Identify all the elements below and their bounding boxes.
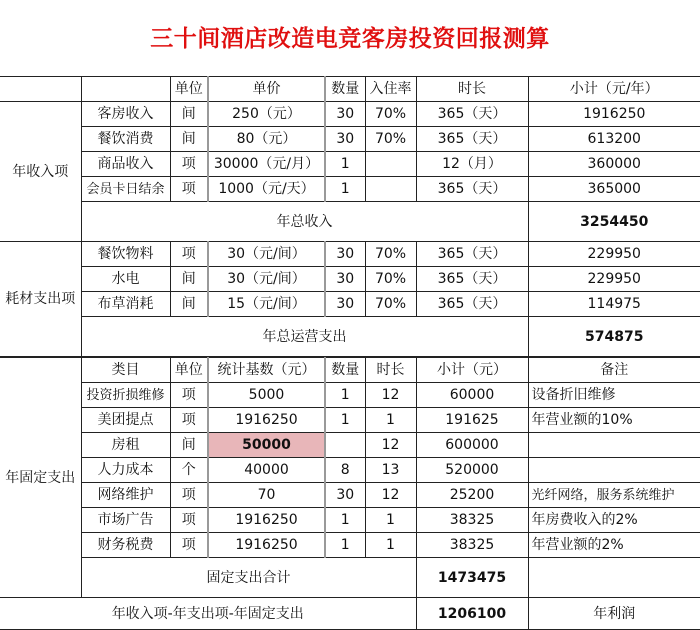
header-occupancy: 入住率 bbox=[365, 77, 416, 102]
table-row bbox=[0, 152, 700, 177]
item-name: 商品收入 bbox=[81, 152, 170, 177]
item-unit: 间 bbox=[170, 127, 208, 152]
item-occupancy bbox=[365, 152, 416, 177]
item-unit: 项 bbox=[170, 408, 208, 433]
item-duration: 1 bbox=[365, 408, 416, 433]
table-row bbox=[0, 508, 700, 533]
header-note: 备注 bbox=[528, 358, 700, 383]
item-qty: 1 bbox=[325, 152, 365, 177]
header-base: 统计基数（元） bbox=[208, 358, 325, 383]
table-row bbox=[0, 127, 700, 152]
item-base: 1916250 bbox=[208, 508, 325, 533]
income-header-row bbox=[0, 77, 700, 102]
header-subtotal: 小计（元/年） bbox=[528, 77, 700, 102]
item-name: 客房收入 bbox=[81, 102, 170, 127]
item-price: 30（元/间） bbox=[208, 242, 325, 267]
item-duration: 365（天） bbox=[416, 177, 528, 202]
item-qty: 30 bbox=[325, 102, 365, 127]
consumables-total-row bbox=[0, 317, 700, 357]
item-qty: 1 bbox=[325, 508, 365, 533]
item-duration: 365（天） bbox=[416, 292, 528, 317]
consumables-total-value: 574875 bbox=[528, 317, 700, 357]
item-unit: 项 bbox=[170, 152, 208, 177]
fixed-total-label: 固定支出合计 bbox=[81, 558, 416, 598]
item-note: 年营业额的2% bbox=[528, 533, 700, 558]
item-duration: 12 bbox=[365, 383, 416, 408]
item-qty: 30 bbox=[325, 483, 365, 508]
table-row bbox=[0, 483, 700, 508]
item-qty: 1 bbox=[325, 383, 365, 408]
item-qty: 30 bbox=[325, 242, 365, 267]
item-duration: 365（天） bbox=[416, 242, 528, 267]
table-row bbox=[0, 177, 700, 202]
profit-value: 1206100 bbox=[416, 598, 528, 630]
table-row bbox=[0, 408, 700, 433]
fixed-total-note bbox=[528, 558, 700, 598]
item-note: 年营业额的10% bbox=[528, 408, 700, 433]
item-base: 40000 bbox=[208, 458, 325, 483]
item-qty: 1 bbox=[325, 177, 365, 202]
item-name: 餐饮物料 bbox=[81, 242, 170, 267]
item-note bbox=[528, 458, 700, 483]
item-base: 70 bbox=[208, 483, 325, 508]
item-name: 水电 bbox=[81, 267, 170, 292]
item-name: 餐饮消费 bbox=[81, 127, 170, 152]
table-row bbox=[0, 533, 700, 558]
header-duration: 时长 bbox=[416, 77, 528, 102]
item-occupancy bbox=[365, 177, 416, 202]
income-total-label: 年总收入 bbox=[81, 202, 528, 242]
consumables-total-label: 年总运营支出 bbox=[81, 317, 528, 357]
item-name: 投资折损维修 bbox=[81, 383, 170, 408]
item-qty: 30 bbox=[325, 292, 365, 317]
item-duration: 1 bbox=[365, 533, 416, 558]
table-row bbox=[0, 267, 700, 292]
item-unit: 间 bbox=[170, 102, 208, 127]
profit-formula: 年收入项-年支出项-年固定支出 bbox=[0, 598, 416, 630]
header-qty: 数量 bbox=[325, 358, 365, 383]
item-name: 人力成本 bbox=[81, 458, 170, 483]
item-price: 30（元/间） bbox=[208, 267, 325, 292]
header-unit: 单位 bbox=[170, 358, 208, 383]
table-row bbox=[0, 102, 700, 127]
item-qty: 1 bbox=[325, 533, 365, 558]
consumables-section-label: 耗材支出项 bbox=[0, 242, 81, 357]
item-qty: 1 bbox=[325, 408, 365, 433]
item-subtotal: 60000 bbox=[416, 383, 528, 408]
item-name: 房租 bbox=[81, 433, 170, 458]
item-subtotal: 114975 bbox=[528, 292, 700, 317]
header-price: 单价 bbox=[208, 77, 325, 102]
item-subtotal: 613200 bbox=[528, 127, 700, 152]
item-name: 美团提点 bbox=[81, 408, 170, 433]
item-duration: 13 bbox=[365, 458, 416, 483]
income-total-row bbox=[0, 202, 700, 242]
item-unit: 个 bbox=[170, 458, 208, 483]
item-qty: 30 bbox=[325, 267, 365, 292]
item-occupancy: 70% bbox=[365, 242, 416, 267]
item-unit: 项 bbox=[170, 508, 208, 533]
item-base-highlighted: 50000 bbox=[208, 433, 325, 458]
item-duration: 365（天） bbox=[416, 102, 528, 127]
table-row bbox=[0, 242, 700, 267]
income-total-value: 3254450 bbox=[528, 202, 700, 242]
investment-table bbox=[0, 76, 700, 357]
item-occupancy: 70% bbox=[365, 267, 416, 292]
item-base: 5000 bbox=[208, 383, 325, 408]
item-subtotal: 38325 bbox=[416, 508, 528, 533]
item-subtotal: 600000 bbox=[416, 433, 528, 458]
item-note bbox=[528, 433, 700, 458]
item-duration: 12 bbox=[365, 433, 416, 458]
item-unit: 间 bbox=[170, 433, 208, 458]
item-base: 1916250 bbox=[208, 533, 325, 558]
item-base: 1916250 bbox=[208, 408, 325, 433]
item-unit: 项 bbox=[170, 383, 208, 408]
item-subtotal: 360000 bbox=[528, 152, 700, 177]
item-price: 15（元/间） bbox=[208, 292, 325, 317]
header-subtotal: 小计（元） bbox=[416, 358, 528, 383]
fixed-section-label: 年固定支出 bbox=[0, 358, 81, 598]
item-note: 光纤网络，服务系统维护 bbox=[528, 483, 700, 508]
fixed-total-value: 1473475 bbox=[416, 558, 528, 598]
item-subtotal: 191625 bbox=[416, 408, 528, 433]
table-row bbox=[0, 292, 700, 317]
item-unit: 项 bbox=[170, 483, 208, 508]
item-price: 250（元） bbox=[208, 102, 325, 127]
item-subtotal: 365000 bbox=[528, 177, 700, 202]
profit-label: 年利润 bbox=[528, 598, 700, 630]
header-empty-a bbox=[0, 77, 81, 102]
item-unit: 项 bbox=[170, 533, 208, 558]
item-qty: 8 bbox=[325, 458, 365, 483]
item-subtotal: 229950 bbox=[528, 242, 700, 267]
item-duration: 365（天） bbox=[416, 267, 528, 292]
item-occupancy: 70% bbox=[365, 127, 416, 152]
header-duration: 时长 bbox=[365, 358, 416, 383]
table-row bbox=[0, 383, 700, 408]
item-subtotal: 25200 bbox=[416, 483, 528, 508]
income-section-label: 年收入项 bbox=[0, 102, 81, 242]
item-price: 30000（元/月） bbox=[208, 152, 325, 177]
item-note: 设备折旧维修 bbox=[528, 383, 700, 408]
item-unit: 项 bbox=[170, 242, 208, 267]
header-unit: 单位 bbox=[170, 77, 208, 102]
table-row bbox=[0, 433, 700, 458]
item-duration: 12（月） bbox=[416, 152, 528, 177]
fixed-header-row bbox=[0, 358, 700, 383]
item-note: 年房费收入的2% bbox=[528, 508, 700, 533]
item-unit: 间 bbox=[170, 292, 208, 317]
item-qty: 30 bbox=[325, 127, 365, 152]
item-name: 网络维护 bbox=[81, 483, 170, 508]
table-row bbox=[0, 458, 700, 483]
item-duration: 365（天） bbox=[416, 127, 528, 152]
header-qty: 数量 bbox=[325, 77, 365, 102]
item-qty bbox=[325, 433, 365, 458]
item-name: 市场广告 bbox=[81, 508, 170, 533]
item-price: 80（元） bbox=[208, 127, 325, 152]
fixed-expense-table bbox=[0, 357, 700, 630]
item-occupancy: 70% bbox=[365, 102, 416, 127]
profit-row bbox=[0, 598, 700, 630]
item-occupancy: 70% bbox=[365, 292, 416, 317]
item-subtotal: 229950 bbox=[528, 267, 700, 292]
item-price: 1000（元/天） bbox=[208, 177, 325, 202]
item-name: 会员卡日结余 bbox=[81, 177, 170, 202]
item-subtotal: 1916250 bbox=[528, 102, 700, 127]
item-unit: 间 bbox=[170, 267, 208, 292]
header-empty-b bbox=[81, 77, 170, 102]
item-unit: 项 bbox=[170, 177, 208, 202]
page-title: 三十间酒店改造电竞客房投资回报测算 bbox=[150, 26, 550, 52]
item-name: 财务税费 bbox=[81, 533, 170, 558]
item-duration: 12 bbox=[365, 483, 416, 508]
item-duration: 1 bbox=[365, 508, 416, 533]
header-category: 类目 bbox=[81, 358, 170, 383]
item-name: 布草消耗 bbox=[81, 292, 170, 317]
item-subtotal: 38325 bbox=[416, 533, 528, 558]
fixed-total-row bbox=[0, 558, 700, 598]
item-subtotal: 520000 bbox=[416, 458, 528, 483]
